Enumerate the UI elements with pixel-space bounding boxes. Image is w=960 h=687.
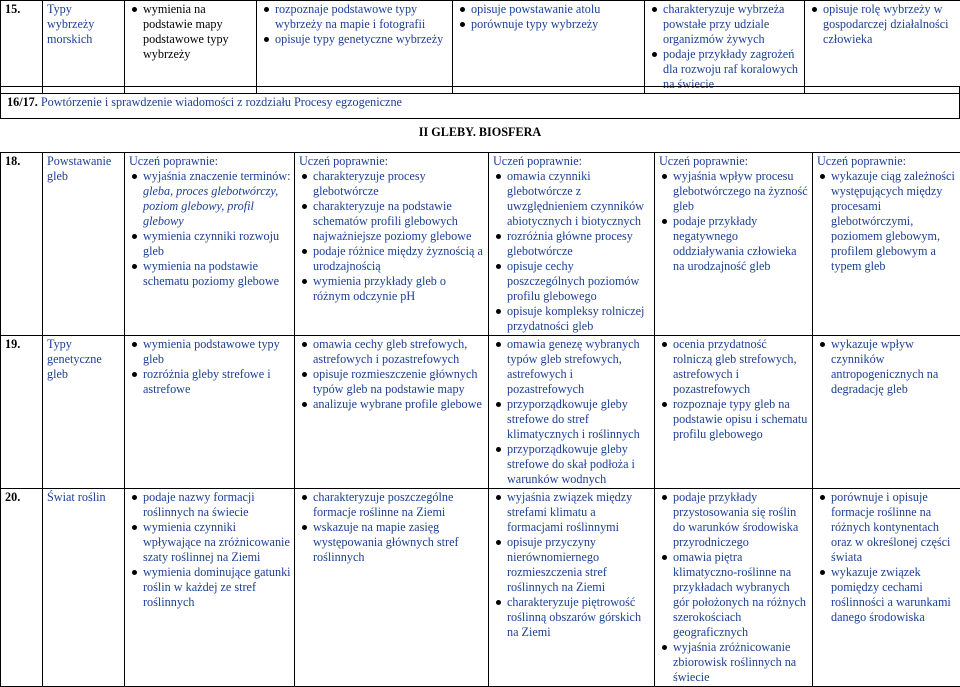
req-cell-4 — [655, 153, 813, 336]
list-item: opisuje kompleksy rolniczej przydatności gleb — [507, 304, 651, 334]
topic-cell: Typy genetyczne gleb — [43, 336, 125, 489]
req-cell-1 — [125, 489, 295, 687]
req-cell-3 — [489, 153, 655, 336]
row-number: 16/17. — [7, 95, 38, 109]
list-item: charakteryzuje procesy glebotwórcze — [313, 169, 485, 199]
list-item: opisuje powstawanie atolu — [471, 2, 641, 17]
list-item: charakteryzuje na podstawie schematów profili glebowych najważniejsze poziomy glebowe — [313, 199, 485, 244]
list-item: wyjaśnia związek między strefami klimatu a formacjami roślinnymi — [507, 490, 651, 535]
req-cell-4 — [645, 1, 805, 94]
list-item: wykazuje wpływ czynników antropogenicznych na degradację gleb — [831, 337, 957, 397]
list-item: opisuje rozmieszczenie głównych typów gleb na podstawie mapy — [313, 367, 485, 397]
list-item: wymienia przykłady gleb o różnym odczynie pH — [313, 274, 485, 304]
section-title: II GLEBY. BIOSFERA — [0, 125, 960, 140]
lead-text: Uczeń poprawnie: — [129, 154, 291, 169]
table-section-2 — [0, 152, 960, 687]
row-number: 20. — [1, 489, 43, 687]
list-item: przyporządkowuje gleby strefowe do skał podłoża i warunków wodnych — [507, 442, 651, 487]
table-row-15 — [0, 0, 960, 94]
list-item: rozróżnia gleby strefowe i astrefowe — [143, 367, 291, 397]
list-item: wykazuje ciąg zależności występujących między procesami glebotwórczymi, poziomem glebowym, profilem glebowym a typem gleb — [831, 169, 957, 274]
list-item: wymienia dominujące gatunki roślin w każdej ze stref roślinnych — [143, 565, 291, 610]
row-number: 18. — [1, 153, 43, 336]
list-item: porównuje i opisuje formacje roślinne na różnych kontynentach oraz w określonej części świata — [831, 490, 957, 565]
list-item: omawia czynniki glebotwórcze z uwzględnieniem czynników abiotycznych i biotycznych — [507, 169, 651, 229]
review-row-cell — [1, 87, 960, 119]
req-cell-3 — [453, 1, 645, 94]
list-item: opisuje typy genetyczne wybrzeży — [275, 32, 449, 47]
list-item: rozróżnia główne procesy glebotwórcze — [507, 229, 651, 259]
req-cell-2 — [295, 489, 489, 687]
list-item: podaje nazwy formacji roślinnych na świecie — [143, 490, 291, 520]
req-cell-5 — [805, 1, 960, 94]
list-item: wskazuje na mapie zasięg występowania głównych stref roślinnych — [313, 520, 485, 565]
req-cell-5 — [813, 153, 960, 336]
lead-text: Uczeń poprawnie: — [493, 154, 651, 169]
table-row-16-17 — [0, 86, 960, 119]
list-item: rozpoznaje typy gleb na podstawie opisu i schematu profilu glebowego — [673, 397, 809, 442]
req-cell-2 — [257, 1, 453, 94]
topic-cell: Typy wybrzeży morskich — [43, 1, 125, 94]
lead-text: Uczeń poprawnie: — [659, 154, 809, 169]
review-text: Powtórzenie i sprawdzenie wiadomości z rozdziału Procesy egzogeniczne — [41, 95, 402, 109]
req-cell-3 — [489, 336, 655, 489]
list-item: wykazuje związek pomiędzy cechami roślinności a warunkami danego środowiska — [831, 565, 957, 625]
list-item: omawia cechy gleb strefowych, astrefowych i pozastrefowych — [313, 337, 485, 367]
req-cell-1 — [125, 336, 295, 489]
list-item: wymienia na podstawie mapy podstawowe typy wybrzeży — [143, 2, 253, 62]
list-item: omawia genezę wybranych typów gleb strefowych, astrefowych i pozastrefowych — [507, 337, 651, 397]
list-item: rozpoznaje podstawowe typy wybrzeży na mapie i fotografii — [275, 2, 449, 32]
row-number: 15. — [1, 1, 43, 94]
list-item: charakteryzuje piętrowość roślinną obszarów górskich na Ziemi — [507, 595, 651, 640]
topic-cell: Świat roślin — [43, 489, 125, 687]
req-cell-5 — [813, 489, 960, 687]
req-cell-4 — [655, 336, 813, 489]
list-item: wymienia na podstawie schematu poziomy glebowe — [143, 259, 291, 289]
list-item: wymienia czynniki rozwoju gleb — [143, 229, 291, 259]
list-item: omawia piętra klimatyczno-roślinne na przykładach wybranych gór położonych na różnych szerokościach geograficznych — [673, 550, 809, 640]
list-item: wyjaśnia znaczenie terminów: — [143, 169, 291, 184]
topic-cell: Powstawanie gleb — [43, 153, 125, 336]
lead-text: Uczeń poprawnie: — [299, 154, 485, 169]
req-cell-2 — [295, 153, 489, 336]
list-item: porównuje typy wybrzeży — [471, 17, 641, 32]
req-cell-5 — [813, 336, 960, 489]
list-item: charakteryzuje poszczególne formacje roślinne na Ziemi — [313, 490, 485, 520]
term-list: gleba, proces glebotwórczy, poziom glebowy, profil glebowy — [129, 184, 291, 229]
req-cell-4 — [655, 489, 813, 687]
lead-text: Uczeń poprawnie: — [817, 154, 957, 169]
list-item: podaje przykłady zagrożeń dla rozwoju raf koralowych na świecie — [663, 47, 801, 92]
list-item: opisuje rolę wybrzeży w gospodarczej działalności człowieka — [823, 2, 957, 47]
list-item: ocenia przydatność rolniczą gleb strefowych, astrefowych i pozastrefowych — [673, 337, 809, 397]
list-item: wymienia czynniki wpływające na zróżnicowanie szaty roślinnej na Ziemi — [143, 520, 291, 565]
list-item: wyjaśnia zróżnicowanie zbiorowisk roślinnych na świecie — [673, 640, 809, 685]
list-item: wyjaśnia wpływ procesu glebotwórczego na żyzność gleb — [673, 169, 809, 214]
req-cell-1 — [125, 1, 257, 94]
list-item: podaje różnice między żyznością a urodzajnością — [313, 244, 485, 274]
list-item: wymienia podstawowe typy gleb — [143, 337, 291, 367]
list-item: analizuje wybrane profile glebowe — [313, 397, 485, 412]
list-item: opisuje cechy poszczególnych poziomów profilu glebowego — [507, 259, 651, 304]
list-item: charakteryzuje wybrzeża powstałe przy udziale organizmów żywych — [663, 2, 801, 47]
req-cell-3 — [489, 489, 655, 687]
row-number: 19. — [1, 336, 43, 489]
list-item: podaje przykłady przystosowania się roślin do warunków środowiska przyrodniczego — [673, 490, 809, 550]
list-item: przyporządkowuje gleby strefowe do stref klimatycznych i roślinnych — [507, 397, 651, 442]
req-cell-2 — [295, 336, 489, 489]
req-cell-1 — [125, 153, 295, 336]
list-item: opisuje przyczyny nierównomiernego rozmieszczenia stref roślinnych na Ziemi — [507, 535, 651, 595]
list-item: podaje przykłady negatywnego oddziaływania człowieka na urodzajność gleb — [673, 214, 809, 274]
